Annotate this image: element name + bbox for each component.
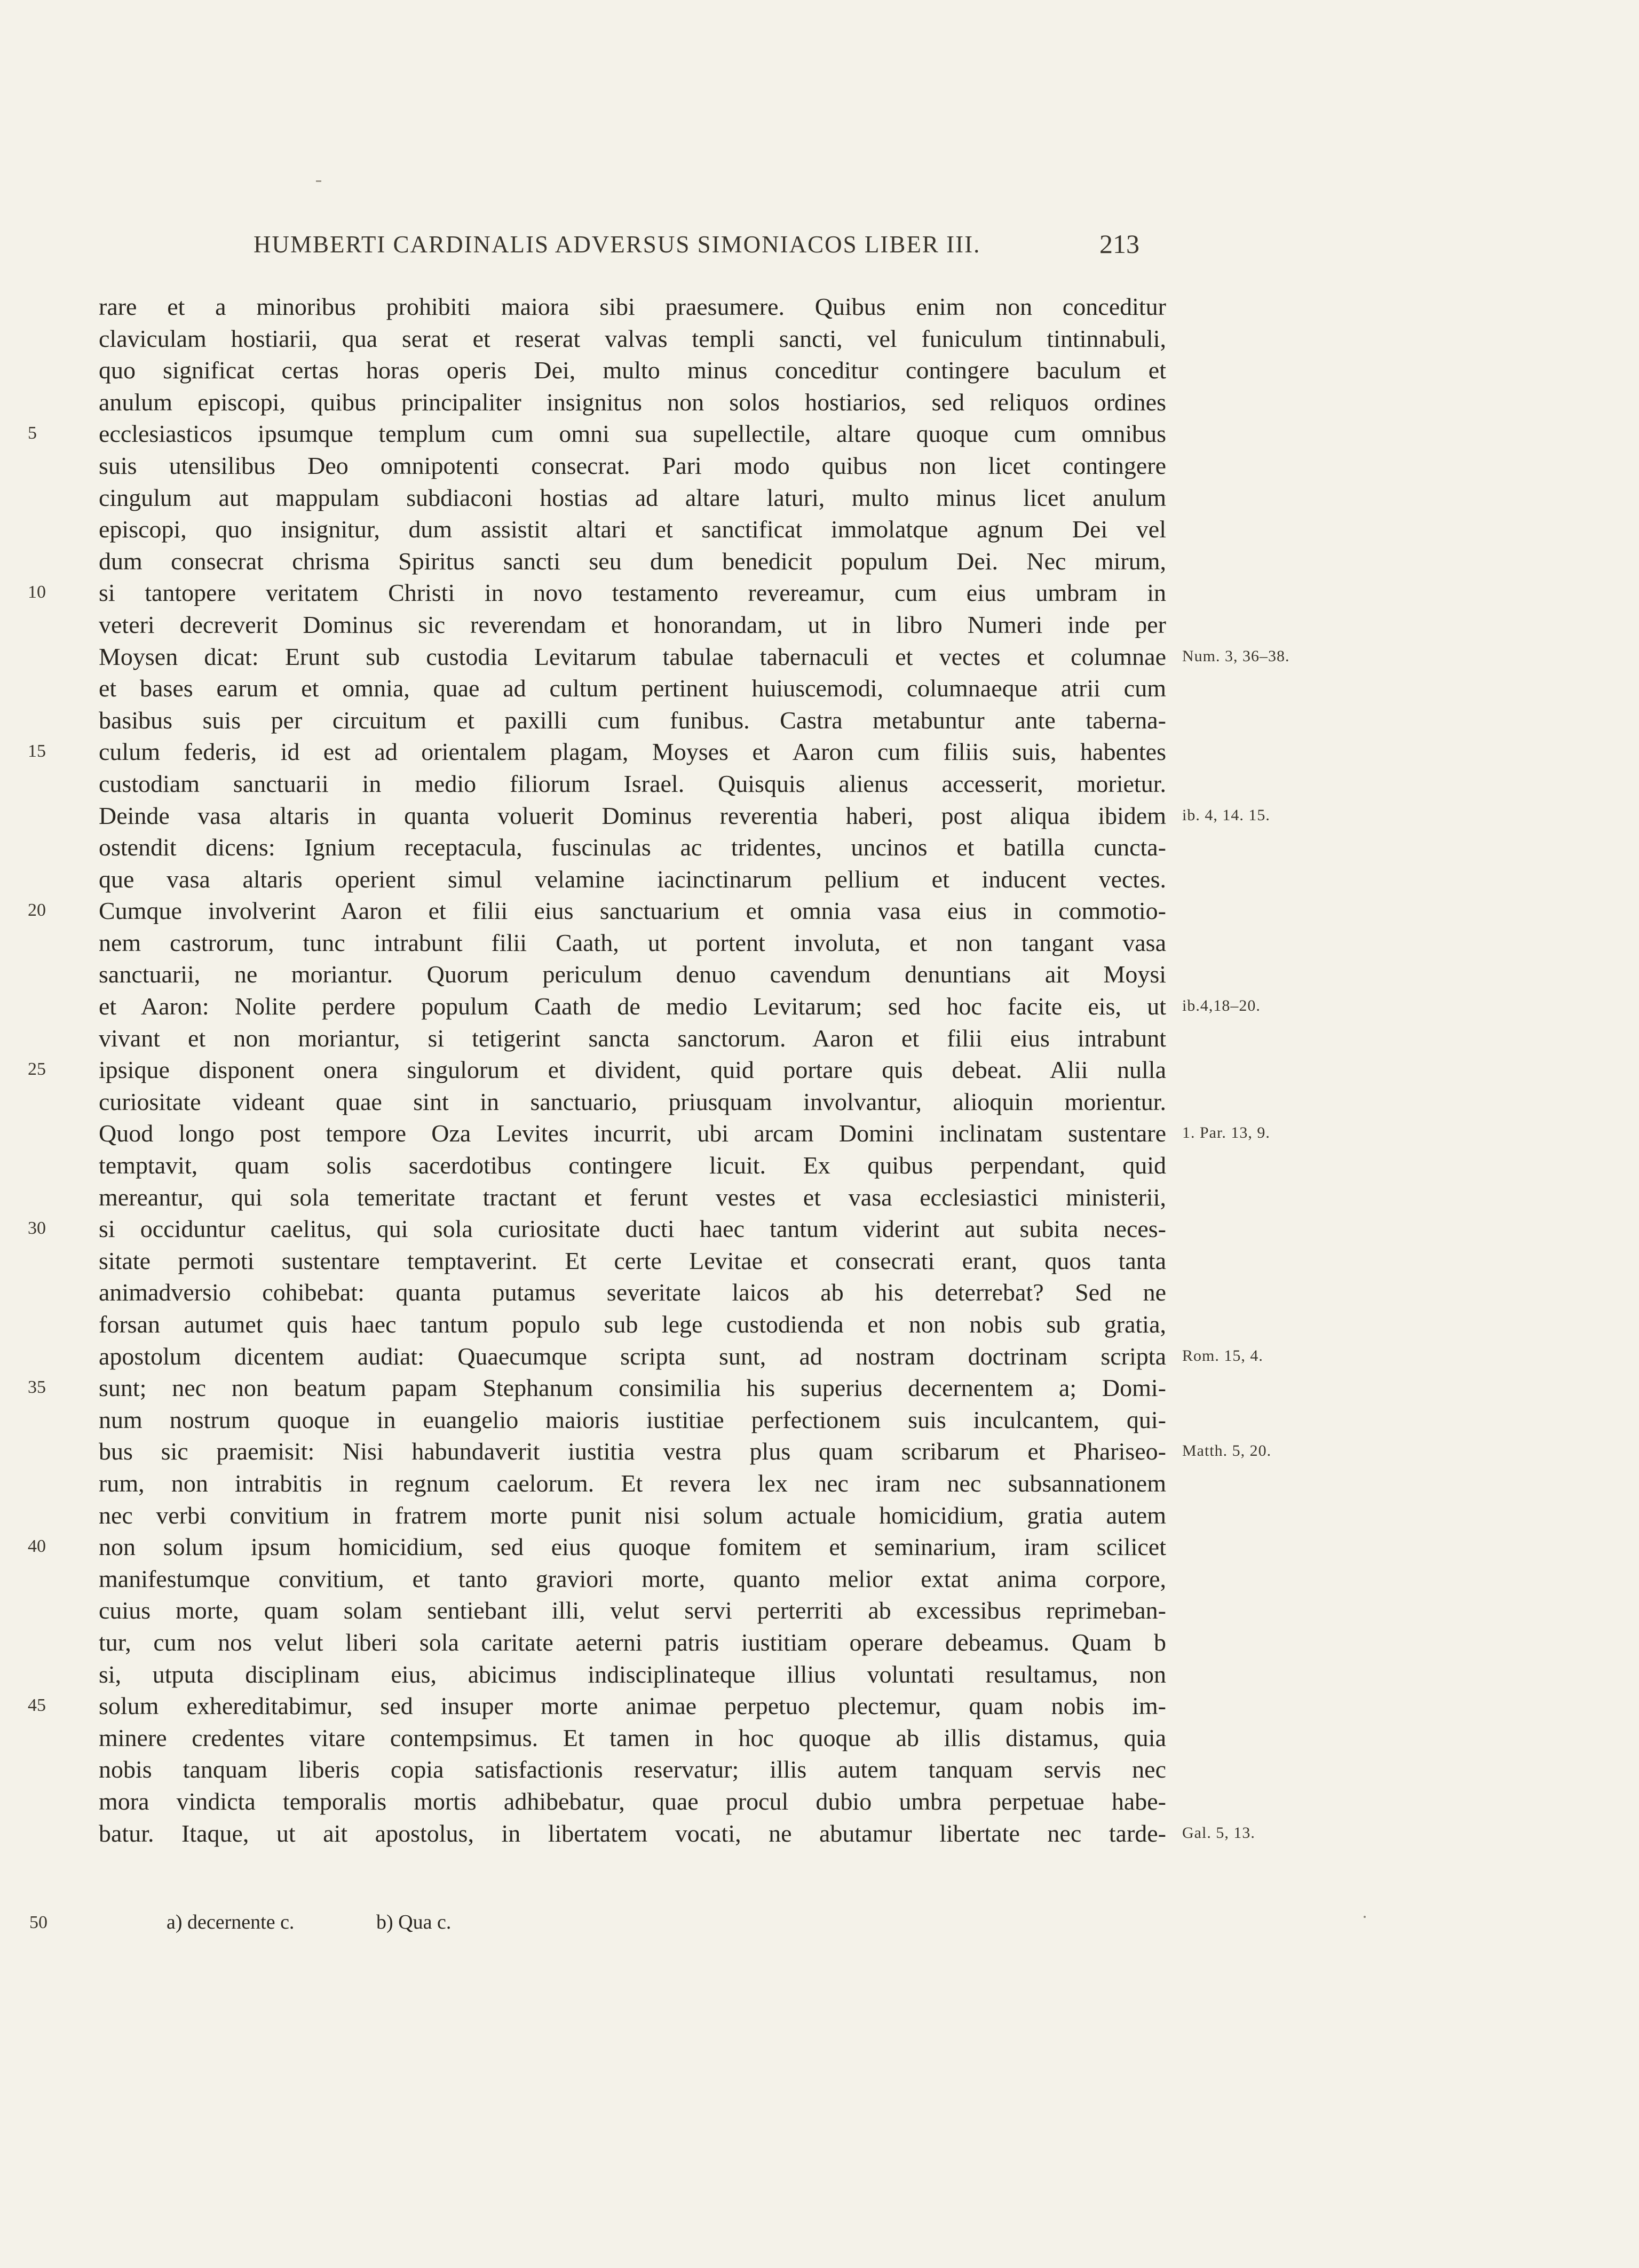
line-text: dum consecrat chrisma Spiritus sancti seu dum benedicit populum Dei. Nec mirum, (99, 547, 1166, 575)
margin-reference: Num. 3, 36–38. (1182, 647, 1290, 665)
text-line (99, 354, 1433, 386)
line-text: tur, cum nos velut liberi sola caritate aeterni patris iustitiam operare debeamus. Quam b (99, 1628, 1166, 1656)
text-line (99, 1404, 1433, 1436)
text-line (99, 1341, 1433, 1373)
line-text: si, utputa disciplinam eius, abicimus indisciplinateque illius voluntati resultamus, non (99, 1660, 1166, 1688)
line-text: forsan autumet quis haec tantum populo sub lege custodienda et non nobis sub gratia, (99, 1311, 1166, 1338)
text-line (99, 1086, 1433, 1118)
margin-reference: Rom. 15, 4. (1182, 1346, 1263, 1365)
text-line (28, 1372, 1433, 1404)
line-text: episcopi, quo insignitur, dum assistit altari et sanctificat immolatque agnum Dei vel (99, 516, 1166, 543)
line-text: si tantopere veritatem Christi in novo testamento revereamur, cum eius umbram in (99, 579, 1166, 607)
line-text: nobis tanquam liberis copia satisfactionis reservatur; illis autem tanquam servis nec (99, 1756, 1166, 1783)
text-line (99, 1500, 1433, 1532)
line-text: culum federis, id est ad orientalem plagam, Moyses et Aaron cum filiis suis, habentes (99, 738, 1166, 766)
line-text: Deinde vasa altaris in quanta voluerit Dominus reverentia haberi, post aliqua ibidem (99, 802, 1166, 829)
line-text: nem castrorum, tunc intrabunt filii Caath, ut portent involuta, et non tangant vasa (99, 929, 1166, 956)
line-text: anulum episcopi, quibus principaliter insignitus non solos hostiarios, sed reliquos ordines (99, 388, 1166, 416)
line-text: nec verbi convitium in fratrem morte punit nisi solum actuale homicidium, gratia autem (99, 1501, 1166, 1529)
line-number: 5 (28, 423, 37, 443)
text-line (99, 768, 1433, 800)
line-text: vivant et non moriantur, si tetigerint sancta sanctorum. Aaron et filii eius intrabunt (99, 1024, 1166, 1052)
text-line (99, 1181, 1433, 1214)
line-text: mereantur, qui sola temeritate tractant et ferunt vestes et vasa ecclesiastici ministerii, (99, 1183, 1166, 1211)
text-line (28, 895, 1433, 927)
text-line (99, 482, 1433, 514)
footnote-b: b) Qua c. (376, 1911, 452, 1933)
line-text: sunt; nec non beatum papam Stephanum consimilia his superius decernentem a; Domi- (99, 1374, 1166, 1402)
text-line (28, 736, 1433, 768)
text-line (99, 1309, 1433, 1341)
line-text: apostolum dicentem audiat: Quaecumque scripta sunt, ad nostram doctrinam scripta (99, 1342, 1166, 1370)
text-line (28, 1531, 1433, 1563)
text-line (99, 800, 1433, 832)
text-line (99, 863, 1433, 895)
text-line (99, 1276, 1433, 1309)
footnote-a: a) decernente c. (167, 1911, 295, 1933)
body-text (28, 291, 1433, 1849)
line-text: ostendit dicens: Ignium receptacula, fuscinulas ac tridentes, uncinos et batilla cuncta- (99, 834, 1166, 861)
text-line (99, 1627, 1433, 1659)
line-text: si occiduntur caelitus, qui sola curiositate ducti haec tantum viderint aut subita neces- (99, 1215, 1166, 1243)
line-text: solum exhereditabimur, sed insuper morte animae perpetuo plectemur, quam nobis im- (99, 1692, 1166, 1720)
text-line (99, 450, 1433, 482)
text-line (99, 641, 1433, 673)
text-line (99, 704, 1433, 736)
running-title: HUMBERTI CARDINALIS ADVERSUS SIMONIACOS LIBER III. (254, 231, 981, 258)
text-line (99, 1563, 1433, 1595)
line-text: claviculam hostiarii, qua serat et reserat valvas templi sancti, vel funiculum tintinnabuli, (99, 324, 1166, 352)
line-text: veteri decreverit Dominus sic reverendam et honorandam, ut in libro Numeri inde per (99, 610, 1166, 638)
line-text: animadversio cohibebat: quanta putamus severitate laicos ab his deterrebat? Sed ne (99, 1279, 1166, 1306)
text-line (99, 1022, 1433, 1054)
text-line (99, 831, 1433, 863)
text-line (99, 990, 1433, 1022)
page-speck (316, 180, 321, 182)
text-line (28, 1213, 1433, 1245)
margin-reference: ib.4,18–20. (1182, 997, 1261, 1015)
line-text: et bases earum et omnia, quae ad cultum pertinent huiuscemodi, columnaeque atrii cum (99, 675, 1166, 702)
line-number: 25 (28, 1059, 46, 1080)
text-line (99, 1659, 1433, 1691)
line-text: non solum ipsum homicidium, sed eius quoque fomitem et seminarium, iram scilicet (99, 1533, 1166, 1561)
text-line (99, 323, 1433, 355)
page-number: 213 (1099, 229, 1139, 259)
text-line (28, 418, 1433, 450)
text-line (99, 1149, 1433, 1181)
text-line (99, 1436, 1433, 1468)
line-text: cingulum aut mappulam subdiaconi hostias ad altare laturi, multo minus licet anulum (99, 483, 1166, 511)
line-text: custodiam sanctuarii in medio filiorum Israel. Quisquis alienus accesserit, morietur. (99, 770, 1166, 797)
line-text: minere credentes vitare contempsimus. Et tamen in hoc quoque ab illis distamus, quia (99, 1724, 1166, 1751)
line-text: mora vindicta temporalis mortis adhibebatur, quae procul dubio umbra perpetuae habe- (99, 1787, 1166, 1815)
line-text: Moysen dicat: Erunt sub custodia Levitarum tabulae tabernaculi et vectes et columnae (99, 643, 1166, 670)
text-line (99, 927, 1433, 959)
line-text: curiositate videant quae sint in sanctuario, priusquam involvantur, alioquin morientur. (99, 1088, 1166, 1115)
text-line (99, 1245, 1433, 1277)
line-text: quo significat certas horas operis Dei, multo minus conceditur contingere baculum et (99, 356, 1166, 384)
text-line (28, 577, 1433, 609)
page-speck (1364, 1916, 1366, 1918)
line-number: 20 (28, 900, 46, 921)
line-text: bus sic praemisit: Nisi habundaverit iustitia vestra plus quam scribarum et Phariseo- (99, 1438, 1166, 1465)
line-text: temptavit, quam solis sacerdotibus contingere licuit. Ex quibus perpendant, quid (99, 1152, 1166, 1179)
line-number: 45 (28, 1695, 46, 1716)
line-number: 15 (28, 741, 46, 762)
text-line (99, 1818, 1433, 1850)
line-text: ecclesiasticos ipsumque templum cum omni sua supellectile, altare quoque cum omnibus (99, 420, 1166, 448)
text-line (99, 1786, 1433, 1818)
line-text: batur. Itaque, ut ait apostolus, in libertatem vocati, ne abutamur libertate nec tarde- (99, 1819, 1166, 1847)
line-text: num nostrum quoque in euangelio maioris iustitiae perfectionem suis inculcantem, qui- (99, 1406, 1166, 1433)
text-line (99, 1595, 1433, 1627)
text-line (99, 672, 1433, 704)
line-text: Cumque involverint Aaron et filii eius sanctuarium et omnia vasa eius in commotio- (99, 897, 1166, 925)
text-line (99, 1722, 1433, 1754)
margin-reference: Gal. 5, 13. (1182, 1823, 1255, 1842)
line-text: et Aaron: Nolite perdere populum Caath de medio Levitarum; sed hoc facite eis, ut (99, 993, 1166, 1020)
text-line (99, 386, 1433, 418)
line-text: ipsique disponent onera singulorum et divident, quid portare quis debeat. Alii nulla (99, 1056, 1166, 1084)
line-text: sanctuarii, ne moriantur. Quorum periculum denuo cavendum denuntians ait Moysi (99, 961, 1166, 988)
line-text: basibus suis per circuitum et paxilli cum funibus. Castra metabuntur ante taberna- (99, 706, 1166, 734)
line-text: manifestumque convitium, et tanto graviori morte, quanto melior extat anima corpore, (99, 1565, 1166, 1592)
line-text: rare et a minoribus prohibiti maiora sibi praesumere. Quibus enim non conceditur (99, 293, 1166, 320)
text-line (99, 1468, 1433, 1500)
text-line (28, 1690, 1433, 1722)
line-text: sitate permoti sustentare temptaverint. Et certe Levitae et consecrati erant, quos tanta (99, 1247, 1166, 1274)
text-line (99, 609, 1433, 641)
line-number: 10 (28, 582, 46, 602)
line-text: cuius morte, quam solam sentiebant illi, velut servi perterriti ab excessibus reprimeban- (99, 1597, 1166, 1624)
text-line (99, 1117, 1433, 1149)
margin-reference: 1. Par. 13, 9. (1182, 1124, 1270, 1142)
line-text: Quod longo post tempore Oza Levites incurrit, ubi arcam Domini inclinatam sustentare (99, 1120, 1166, 1147)
text-line (99, 545, 1433, 577)
text-line (99, 291, 1433, 323)
line-text: que vasa altaris operient simul velamine iacinctinarum pellium et inducent vectes. (99, 865, 1166, 893)
margin-reference: ib. 4, 14. 15. (1182, 806, 1270, 824)
text-line (99, 1754, 1433, 1786)
text-line (99, 513, 1433, 545)
text-line (99, 958, 1433, 990)
margin-reference: Matth. 5, 20. (1182, 1442, 1272, 1460)
line-text: suis utensilibus Deo omnipotenti consecrat. Pari modo quibus non licet contingere (99, 451, 1166, 479)
line-number: 35 (28, 1377, 46, 1398)
text-line (28, 1054, 1433, 1086)
line-text: rum, non intrabitis in regnum caelorum. Et revera lex nec iram nec subsannationem (99, 1469, 1166, 1497)
line-number: 50 (29, 1913, 47, 1932)
line-number: 30 (28, 1218, 46, 1239)
line-number: 40 (28, 1536, 46, 1557)
